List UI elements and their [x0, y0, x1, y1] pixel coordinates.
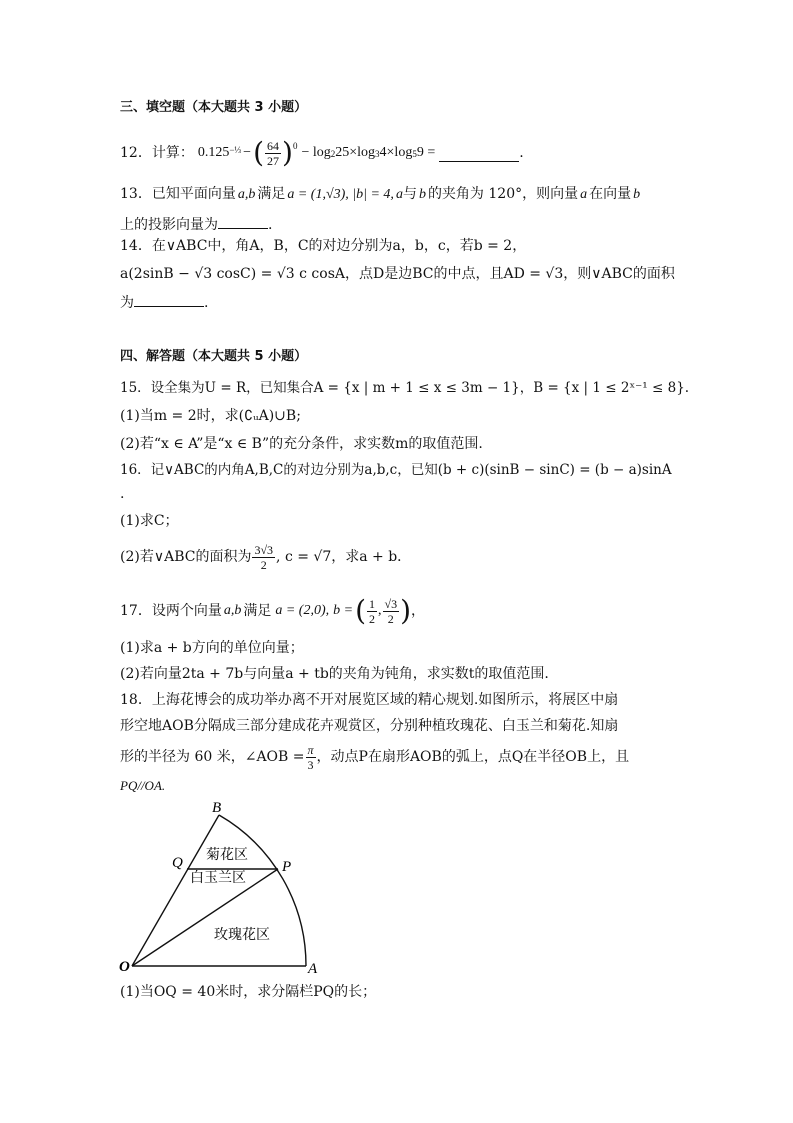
question-15-part-2: (2)若“x ∈ A”是“x ∈ B”的充分条件，求实数m的取值范围.	[120, 436, 483, 452]
q13-vectors: a,b	[237, 187, 256, 202]
q13-vec-a: a	[395, 187, 403, 202]
q13-end: .	[268, 217, 273, 233]
q17-text-c: 满足	[243, 603, 272, 619]
q17-frac-1-num: 1	[369, 596, 375, 611]
label-Q: Q	[172, 855, 183, 871]
q17-right-paren: )	[400, 594, 412, 627]
label-A: A	[308, 961, 318, 977]
q17-frac-1	[367, 597, 377, 626]
q16-text-a: (2)若∨ABC的面积为	[120, 549, 252, 565]
q13-text-e: 与	[402, 186, 417, 202]
q12-log-2: 25×log	[335, 145, 376, 160]
q16-area-den: 2	[260, 557, 267, 572]
q12-prefix: 12．计算：	[120, 145, 194, 161]
label-O: O	[119, 959, 130, 975]
zone-magnolia: 白玉兰区	[190, 871, 246, 886]
q12-exponent-2: 0	[292, 141, 298, 151]
q13-vec-b: b	[418, 187, 426, 202]
q16-area-num: 3√3	[254, 542, 274, 557]
zone-rose: 玫瑰花区	[214, 928, 270, 943]
label-P: P	[282, 859, 292, 875]
question-15-line-1: 15．设全集为U = R，已知集合A = {x | m + 1 ≤ x ≤ 3m − 1}，B = {x | 1 ≤ 2ˣ⁻¹ ≤ 8}.	[120, 380, 690, 396]
q12-log-base-1: 2	[330, 149, 336, 159]
q17-frac-1-den: 2	[369, 611, 375, 626]
q12-answer-blank[interactable]	[439, 145, 519, 162]
q13-text-line2: 上的投影向量为	[120, 217, 218, 233]
q13-answer-blank[interactable]	[218, 212, 268, 229]
question-18-line-2: 形空地AOB分隔成三部分建成花卉观赏区，分别种植玫瑰花、白玉兰和菊花.知扇	[120, 718, 619, 734]
radius-OB	[132, 815, 219, 966]
q12-log-base-2: 3	[375, 149, 380, 159]
q14-text-line3: 为	[120, 295, 134, 311]
question-14-line-2: a(2sinB − √3 cosC) = √3 c cosA，点D是边BC的中点，且AD = √3，则∨ABC的面积	[120, 266, 675, 282]
question-16-line-1: 16．记∨ABC的内角A,B,C的对边分别为a,b,c，已知(b + c)(sinB − sinC) = (b − a)sinA	[120, 462, 672, 478]
q14-answer-blank[interactable]	[134, 290, 204, 307]
q17-vec-a-value: a = (2,0),	[275, 603, 330, 618]
q17-frac-2-den: 2	[387, 611, 394, 626]
q12-fraction-num: 64	[267, 138, 279, 153]
q17-end: ，	[411, 603, 426, 619]
zone-chrysanthemum: 菊花区	[206, 848, 248, 863]
q12-minus: −	[243, 145, 252, 160]
question-17-line-1	[120, 592, 425, 630]
q12-fraction-den: 27	[267, 153, 279, 168]
question-18-part-1: (1)当OQ = 40米时，求分隔栏PQ的长；	[120, 984, 377, 1000]
q12-log-base-3: 5	[412, 149, 417, 159]
q18-text-b: ，动点P在扇形AOB的弧上，点Q在半径OB上，且	[316, 749, 630, 765]
q17-text-a: 17．设两个向量	[120, 603, 222, 619]
label-B: B	[212, 800, 222, 816]
question-18-line-1: 18．上海花博会的成功举办离不开对展览区域的精心规划.如图所示，将展区中扇	[120, 692, 619, 708]
q17-vec-b-label: b =	[333, 603, 354, 618]
q13-vec-a-2: a	[580, 187, 588, 202]
q12-suffix: .	[519, 145, 524, 161]
q17-comma: ,	[378, 603, 382, 618]
q12-exponent-1: −⅓	[229, 145, 242, 155]
q18-text-a: 形的半径为 60 米，∠AOB =	[120, 749, 305, 765]
section-4-title: 四、解答题（本大题共 5 小题）	[120, 349, 308, 364]
q18-angle-fraction	[306, 743, 316, 772]
q12-equals: 9 =	[416, 145, 436, 160]
q13-text-a: 13．已知平面向量	[120, 186, 236, 202]
question-18-line-3	[120, 740, 629, 774]
question-18-line-4: PQ//OA.	[120, 778, 166, 793]
question-17-part-1: (1)求a + b方向的单位向量；	[120, 640, 304, 656]
question-14-line-1: 14．在∨ABC中，角A，B，C的对边分别为a，b，c，若b = 2，	[120, 238, 527, 254]
q12-base: 0.125	[197, 145, 230, 160]
q13-vec-b-2: b	[633, 187, 641, 202]
question-15-part-1: (1)当m = 2时，求(∁ᵤA)∪B;	[120, 408, 301, 424]
q17-frac-2	[383, 597, 400, 626]
question-16-part-1: (1)求C；	[120, 513, 179, 529]
q16-area-fraction	[252, 543, 275, 572]
q13-text-g: 的夹角为 120°，则向量	[427, 186, 579, 202]
question-13-line-1	[120, 184, 640, 205]
section-3-title: 三、填空题（本大题共 3 小题）	[120, 100, 308, 115]
q12-fraction	[265, 139, 281, 168]
q18-angle-den: 3	[307, 757, 314, 772]
q14-end: .	[204, 295, 209, 311]
left-paren: (	[253, 136, 264, 169]
q16-text-b: , c = √7，求a + b．	[276, 549, 412, 565]
arc-AB	[219, 815, 306, 966]
q12-log-3: 4×log	[379, 145, 413, 160]
q13-text-i: 在向量	[589, 186, 632, 202]
question-14-line-3	[120, 290, 208, 313]
q13-text-b: 满足	[257, 186, 286, 202]
q12-log-1: − log	[301, 145, 331, 160]
q18-angle-num: π	[307, 742, 314, 757]
question-12	[120, 136, 524, 170]
sector-diagram	[110, 796, 330, 982]
question-13-line-2	[120, 212, 272, 235]
q17-frac-2-num: √3	[384, 596, 398, 611]
question-17-part-2: (2)若向量2ta + 7b与向量a + tb的夹角为钝角，求实数t的取值范围.	[120, 666, 549, 682]
q13-condition: a = (1,√3), |b| = 4,	[287, 187, 394, 202]
q17-left-paren: (	[355, 594, 366, 627]
question-16-part-2	[120, 540, 411, 574]
q17-vectors: a,b	[223, 603, 242, 618]
question-16-line-2: .	[120, 486, 125, 502]
right-paren: )	[282, 136, 293, 169]
